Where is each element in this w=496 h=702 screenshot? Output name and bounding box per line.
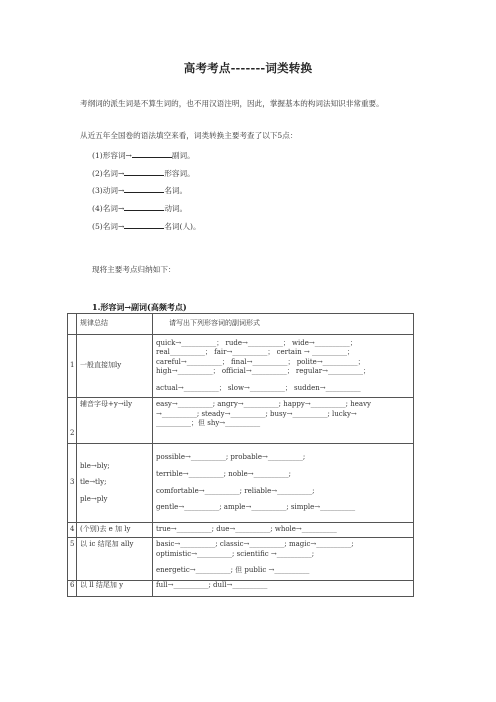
list-item: (5)名词→ 名词(人)。 xyxy=(92,221,201,231)
table-row: 2 辅音字母+y→ily easy→__________; angry→__________; happy→__________; heavy →__________; steady→__________; busy→__________; lucky→ __________；但 shy→__________ xyxy=(68,398,414,444)
conversion-table xyxy=(67,313,414,597)
answer-blank[interactable] xyxy=(124,221,164,229)
header-rule: 规律总结 xyxy=(77,314,153,335)
list-item: (3)动词→ 名词。 xyxy=(92,186,188,196)
table-row: 1 一般直接加ly quick→__________； rude→__________； wide→__________； real__________； fair→__________； certain → __________； careful→__________； final→__________； polite→__________； high→__________； official→__________； regular→__________； actual→__________； slow→__________； sudden→__________ xyxy=(68,335,414,398)
summary-paragraph: 从近五年全国卷的语法填空来看，词类转换主要考查了以下5点： xyxy=(80,131,298,140)
page-title: 高考考点-------词类转换 xyxy=(183,61,313,75)
table-row: 6 以 ll 结尾加 y full→__________; dull→__________ xyxy=(68,581,414,597)
table-header-row xyxy=(68,314,414,335)
list-item: (1)形容词→ 副词。 xyxy=(92,151,195,160)
points-list xyxy=(92,150,201,238)
table-row: 4 (个别)去 e 加 ly true→__________; due→__________; whole→__________ xyxy=(68,523,414,538)
answer-blank[interactable] xyxy=(132,150,172,158)
intro-paragraph: 考纲词的派生词是不算生词的，也不用汉语注明，因此，掌握基本的构词法知识非常重要。 xyxy=(80,99,384,108)
answer-blank[interactable] xyxy=(124,185,164,193)
closing-paragraph: 现将主要考点归纳如下： xyxy=(92,265,176,274)
answer-blank[interactable] xyxy=(124,168,164,176)
list-item: (2)名词→ 形容词。 xyxy=(92,168,195,178)
table-row: 3 ble→bly; tle→tly; ple→ply possible→__________; probable→__________; terrible→__________; noble→__________; comfortable→__________; reliable→__________; gentle→__________; ample→__________; simple→__________ xyxy=(68,444,414,523)
answer-blank[interactable] xyxy=(124,203,164,211)
section-heading: 1.形容词→副词(高频考点) xyxy=(92,302,187,312)
table-row: 5 以 ic 结尾加 ally basic→__________; classic→__________; magic→__________; optimistic→__________; scientific →__________; energetic→__________; 但 public →__________ xyxy=(68,538,414,581)
list-item: (4)名词→ 动词。 xyxy=(92,204,188,214)
header-task: 请写出下列形容词的副词形式 xyxy=(153,314,414,335)
